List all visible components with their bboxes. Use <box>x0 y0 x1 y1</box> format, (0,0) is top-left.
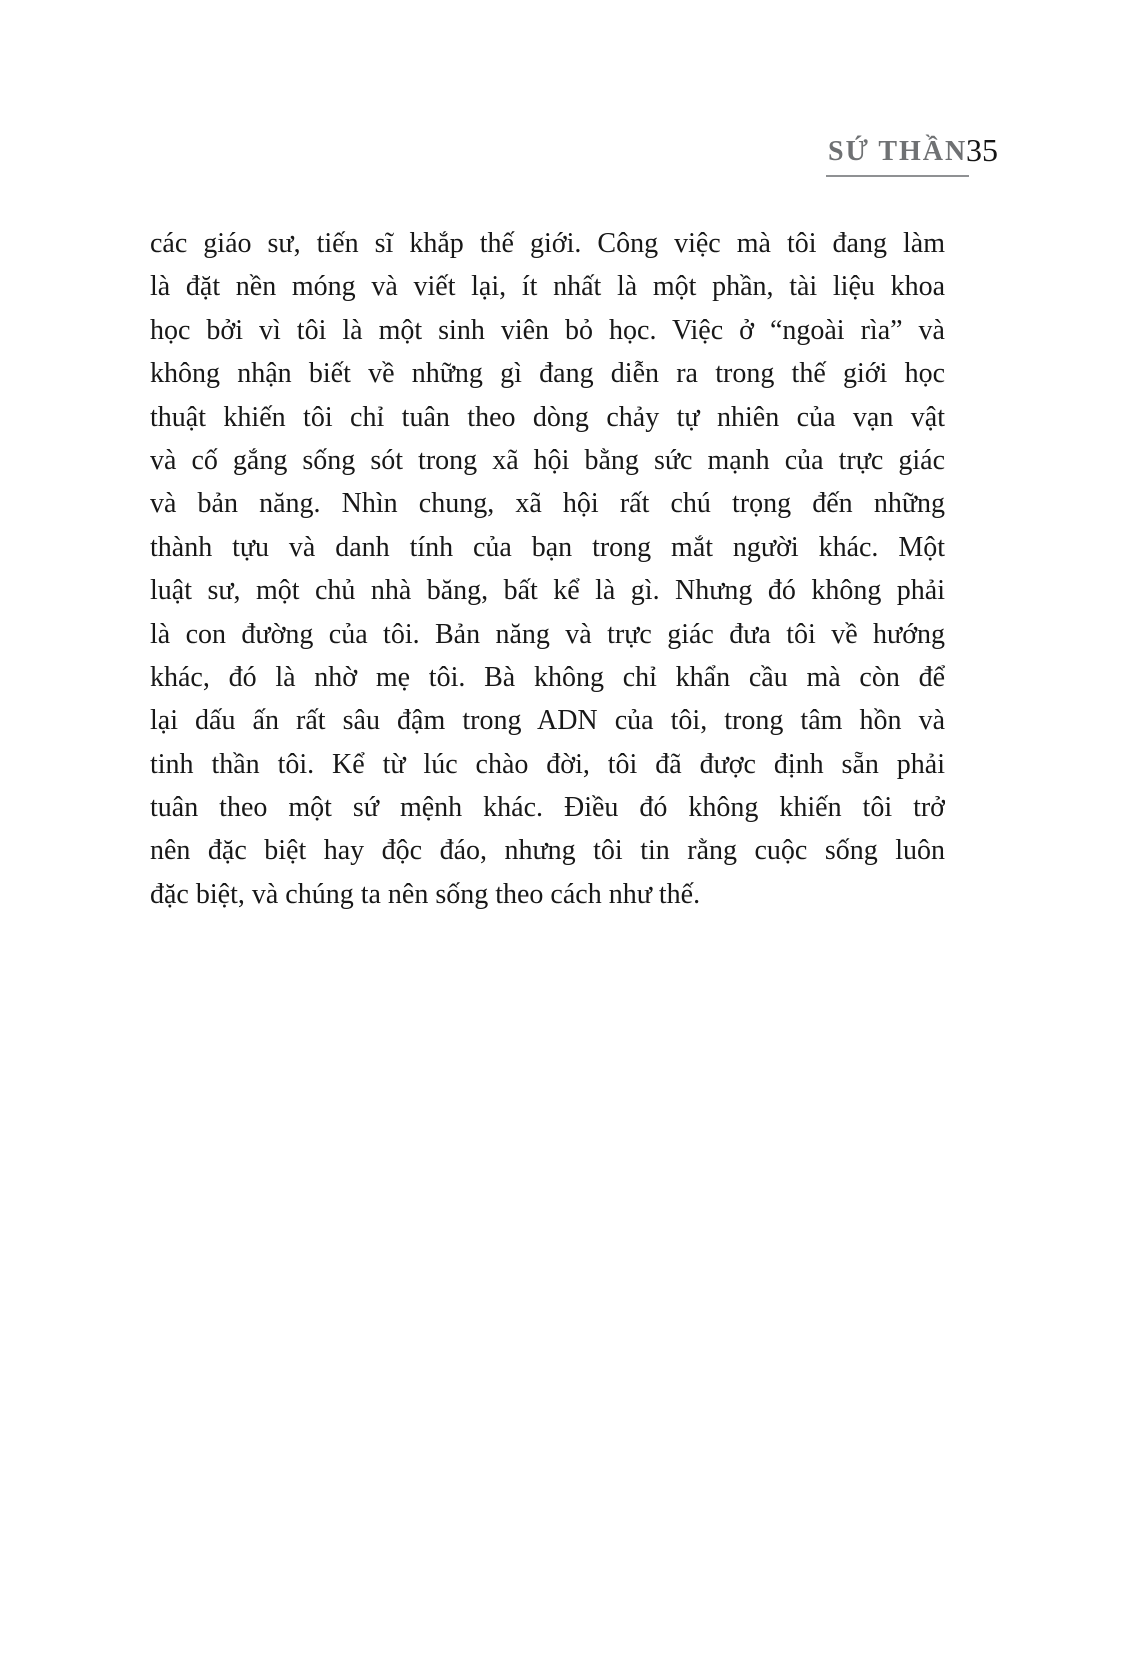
text-line: luật sư, một chủ nhà băng, bất kể là gì. Nhưng đó không phải <box>150 575 945 607</box>
text-line: là con đường của tôi. Bản năng và trực giác đưa tôi về hướng <box>150 618 945 650</box>
text-line: và cố gắng sống sót trong xã hội bằng sức mạnh của trực giác <box>150 444 945 476</box>
page-number: 35 <box>966 132 998 168</box>
text-line: không nhận biết về những gì đang diễn ra trong thế giới học <box>150 358 945 390</box>
text-line: khác, đó là nhờ mẹ tôi. Bà không chỉ khẩn cầu mà còn để <box>150 661 945 693</box>
text-line: các giáo sư, tiến sĩ khắp thế giới. Công việc mà tôi đang làm <box>150 228 945 259</box>
page-header <box>0 130 1126 190</box>
running-title: SỨ THẦN <box>826 136 969 177</box>
text-line: thành tựu và danh tính của bạn trong mắt người khác. Một <box>150 531 945 563</box>
text-line: tuân theo một sứ mệnh khác. Điều đó không khiến tôi trở <box>150 792 945 824</box>
text-line: học bởi vì tôi là một sinh viên bỏ học. Việc ở “ngoài rìa” và <box>150 314 945 346</box>
text-line: và bản năng. Nhìn chung, xã hội rất chú trọng đến những <box>150 488 945 520</box>
text-line: lại dấu ấn rất sâu đậm trong ADN của tôi, trong tâm hồn và <box>150 705 945 737</box>
text-line: tinh thần tôi. Kể từ lúc chào đời, tôi đã được định sẵn phải <box>150 748 945 780</box>
text-line: đặc biệt, và chúng ta nên sống theo cách như thế. <box>150 878 701 910</box>
body-text <box>150 222 945 916</box>
text-line: thuật khiến tôi chỉ tuân theo dòng chảy tự nhiên của vạn vật <box>150 401 945 433</box>
text-line: nên đặc biệt hay độc đáo, nhưng tôi tin rằng cuộc sống luôn <box>150 835 945 867</box>
text-line: là đặt nền móng và viết lại, ít nhất là một phần, tài liệu khoa <box>150 271 945 303</box>
